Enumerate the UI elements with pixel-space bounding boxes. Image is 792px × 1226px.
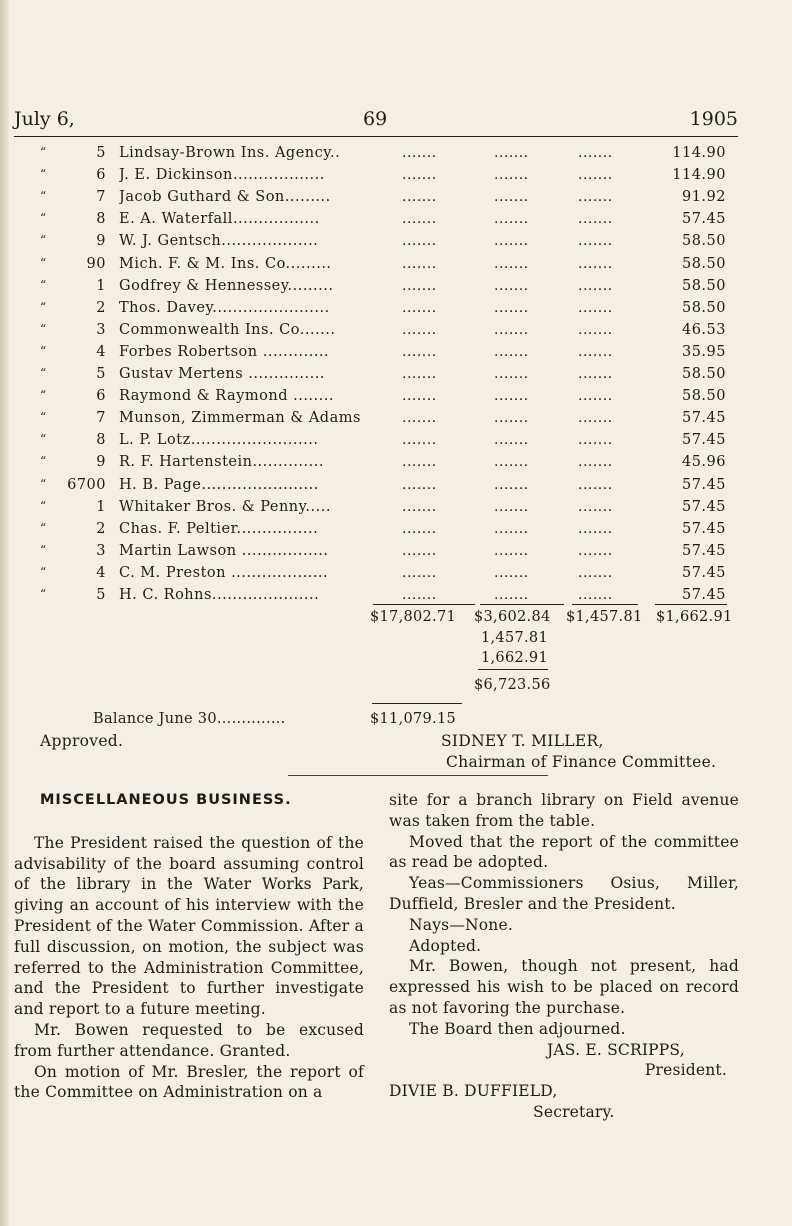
row-number: 2 <box>96 520 106 537</box>
leader-dots: ....... <box>578 366 613 382</box>
payee-name: H. B. Page....................... <box>119 476 319 493</box>
balance-rule <box>372 703 462 704</box>
header-year: 1905 <box>689 108 738 130</box>
leader-dots: ....... <box>402 167 437 184</box>
leader-dots: ....... <box>494 233 529 250</box>
payee-name: W. J. Gentsch................... <box>119 233 319 250</box>
amount: 58.50 <box>681 255 726 272</box>
leader-dots: ....... <box>578 587 613 603</box>
row-number: 8 <box>96 211 106 228</box>
row-number: 8 <box>96 432 106 449</box>
ditto-mark: “ <box>40 432 47 447</box>
header-date: July 6, <box>14 108 75 130</box>
page-number: 69 <box>363 108 388 130</box>
total-rule-1 <box>373 604 475 605</box>
amount: 58.50 <box>681 277 726 294</box>
table-row <box>0 388 740 410</box>
amount: 46.53 <box>681 321 726 338</box>
row-number: 6 <box>96 388 106 405</box>
amount: 57.45 <box>681 564 726 581</box>
payee-name: L. P. Lotz......................... <box>119 432 319 449</box>
leader-dots: ....... <box>402 277 437 294</box>
total-col3: $1,457.81 <box>566 609 643 625</box>
leader-dots: ....... <box>494 520 529 537</box>
paragraph-site: site for a branch library on Field avenue was taken from the table. <box>389 791 739 830</box>
payee-name: Chas. F. Peltier................ <box>119 520 319 537</box>
leader-dots: ....... <box>402 321 437 338</box>
leader-dots: ....... <box>578 255 613 272</box>
ditto-mark: “ <box>40 233 47 248</box>
ditto-mark: “ <box>40 189 47 204</box>
secretary-title: Secretary. <box>533 1102 615 1121</box>
row-number: 7 <box>96 189 106 206</box>
leader-dots: ....... <box>578 564 613 581</box>
leader-dots: ....... <box>402 520 437 537</box>
payee-name: H. C. Rohns..................... <box>119 587 320 603</box>
row-number: 6700 <box>67 476 106 493</box>
leader-dots: ....... <box>402 189 437 206</box>
leader-dots: ....... <box>578 145 613 161</box>
ditto-mark: “ <box>40 520 47 535</box>
amount: 58.50 <box>681 388 726 405</box>
table-row <box>0 211 740 233</box>
leader-dots: ....... <box>578 343 613 360</box>
leader-dots: ....... <box>494 388 529 405</box>
leader-dots: ....... <box>578 476 613 493</box>
amount: 57.45 <box>681 587 726 603</box>
leader-dots: ....... <box>402 388 437 405</box>
table-row <box>0 344 740 366</box>
table-row <box>0 278 740 300</box>
payee-name: E. A. Waterfall................. <box>119 211 320 228</box>
leader-dots: ....... <box>578 211 613 228</box>
table-row <box>0 322 740 344</box>
chairman-name: SIDNEY T. MILLER, <box>441 732 604 750</box>
leader-dots: ....... <box>402 343 437 360</box>
total-col2: $3,602.84 <box>474 609 551 625</box>
ditto-mark: “ <box>40 167 47 182</box>
approved-label: Approved. <box>40 732 124 750</box>
paragraph-president: The President raised the question of the advisability of the board assuming control of the library in the Water Works Park, giving an account of his interview with the President of the Water Commission. After a full discussion, on motion, the subject was referred to the Administration Committee, and the President to further investigate and report to a future meeting. <box>14 833 364 1019</box>
leader-dots: ....... <box>402 145 437 161</box>
payee-name: R. F. Hartenstein.............. <box>119 454 324 471</box>
leader-dots: ....... <box>578 432 613 449</box>
ditto-mark: “ <box>40 255 47 270</box>
total-rule-3 <box>572 604 638 605</box>
row-number: 90 <box>86 255 106 272</box>
leader-dots: ....... <box>402 299 437 316</box>
leader-dots: ....... <box>494 587 529 603</box>
leader-dots: ....... <box>578 299 613 316</box>
leader-dots: ....... <box>494 498 529 515</box>
leader-dots: ....... <box>494 145 529 161</box>
right-column <box>389 790 739 1123</box>
secretary-name: DIVIE B. DUFFIELD, <box>389 1082 558 1101</box>
leader-dots: ....... <box>402 476 437 493</box>
ditto-mark: “ <box>40 145 47 159</box>
leader-dots: ....... <box>494 277 529 294</box>
total-rule-4 <box>655 604 727 605</box>
subtotal-sum: $6,723.56 <box>474 677 551 693</box>
payee-name: Forbes Robertson ............. <box>119 343 330 360</box>
row-number: 5 <box>96 587 106 603</box>
leader-dots: ....... <box>494 564 529 581</box>
leader-dots: ....... <box>494 255 529 272</box>
row-number: 4 <box>96 343 106 360</box>
table-row <box>0 233 740 255</box>
ditto-mark: “ <box>40 476 47 491</box>
leader-dots: ....... <box>578 321 613 338</box>
amount: 57.45 <box>681 542 726 559</box>
table-row <box>0 145 740 167</box>
row-number: 9 <box>96 233 106 250</box>
payee-name: Whitaker Bros. & Penny..... <box>119 498 331 515</box>
ditto-mark: “ <box>40 587 47 601</box>
president-name: JAS. E. SCRIPPS, <box>547 1040 685 1059</box>
leader-dots: ....... <box>494 299 529 316</box>
subtotal-line2: 1,662.91 <box>481 650 548 666</box>
ditto-mark: “ <box>40 498 47 513</box>
amount: 114.90 <box>672 167 726 184</box>
leader-dots: ....... <box>578 233 613 250</box>
table-row <box>0 477 740 499</box>
leader-dots: ....... <box>578 388 613 405</box>
paragraph-nays: Nays—None. <box>409 915 513 934</box>
table-row <box>0 543 740 565</box>
leader-dots: ....... <box>578 277 613 294</box>
table-row <box>0 499 740 521</box>
left-column <box>14 790 364 1103</box>
payee-name: Godfrey & Hennessey......... <box>119 277 334 294</box>
amount: 57.45 <box>681 498 726 515</box>
sum-rule <box>478 669 548 670</box>
page-header <box>14 108 738 137</box>
table-row <box>0 454 740 476</box>
table-row <box>0 565 740 587</box>
paragraph-yeas: Yeas—Commissioners Osius, Miller, Duffield, Bresler and the President. <box>389 874 739 913</box>
leader-dots: ....... <box>402 542 437 559</box>
ditto-mark: “ <box>40 321 47 336</box>
ditto-mark: “ <box>40 542 47 557</box>
leader-dots: ....... <box>578 520 613 537</box>
payee-name: Martin Lawson ................. <box>119 542 329 559</box>
balance-value: $11,079.15 <box>370 711 457 727</box>
row-number: 5 <box>96 145 106 161</box>
row-number: 6 <box>96 167 106 184</box>
leader-dots: ....... <box>402 366 437 382</box>
leader-dots: ....... <box>402 233 437 250</box>
payee-name: Raymond & Raymond ........ <box>119 388 334 405</box>
ditto-mark: “ <box>40 564 47 579</box>
row-number: 3 <box>96 321 106 338</box>
row-number: 1 <box>96 277 106 294</box>
paragraph-bowen-excused: Mr. Bowen requested to be excused from further attendance. Granted. <box>14 1020 364 1060</box>
leader-dots: ....... <box>578 410 613 427</box>
ditto-mark: “ <box>40 343 47 358</box>
ditto-mark: “ <box>40 299 47 314</box>
amount: 57.45 <box>681 520 726 537</box>
ditto-mark: “ <box>40 454 47 469</box>
row-number: 1 <box>96 498 106 515</box>
amount: 45.96 <box>681 454 726 471</box>
leader-dots: ....... <box>402 410 437 427</box>
ditto-mark: “ <box>40 277 47 292</box>
table-row <box>0 366 740 388</box>
row-number: 5 <box>96 366 106 382</box>
amount: 91.92 <box>681 189 726 206</box>
leader-dots: ....... <box>578 542 613 559</box>
president-title: President. <box>644 1061 727 1080</box>
table-row <box>0 189 740 211</box>
subtotal-line1: 1,457.81 <box>481 630 548 646</box>
leader-dots: ....... <box>578 167 613 184</box>
table-row <box>0 432 740 454</box>
leader-dots: ....... <box>494 410 529 427</box>
leader-dots: ....... <box>578 189 613 206</box>
amount: 57.45 <box>681 410 726 427</box>
leader-dots: ....... <box>402 587 437 603</box>
table-row <box>0 300 740 322</box>
row-number: 9 <box>96 454 106 471</box>
leader-dots: ....... <box>578 498 613 515</box>
paragraph-adopted: Adopted. <box>409 936 482 955</box>
row-number: 7 <box>96 410 106 427</box>
leader-dots: ....... <box>494 321 529 338</box>
leader-dots: ....... <box>494 542 529 559</box>
chairman-title: Chairman of Finance Committee. <box>446 753 717 771</box>
table-row <box>0 521 740 543</box>
ditto-mark: “ <box>40 366 47 380</box>
total-col1: $17,802.71 <box>370 609 457 625</box>
leader-dots: ....... <box>402 211 437 228</box>
leader-dots: ....... <box>494 432 529 449</box>
payee-name: Gustav Mertens ............... <box>119 366 325 382</box>
payee-name: Lindsay-Brown Ins. Agency.. <box>119 145 341 161</box>
amount: 35.95 <box>681 343 726 360</box>
amount: 58.50 <box>681 233 726 250</box>
table-row <box>0 256 740 278</box>
leader-dots: ....... <box>402 564 437 581</box>
row-number: 3 <box>96 542 106 559</box>
payee-name: Thos. Davey....................... <box>119 299 330 316</box>
row-number: 2 <box>96 299 106 316</box>
leader-dots: ....... <box>578 454 613 471</box>
row-number: 4 <box>96 564 106 581</box>
amount: 57.45 <box>681 211 726 228</box>
total-col4: $1,662.91 <box>656 609 733 625</box>
leader-dots: ....... <box>494 343 529 360</box>
total-rule-2 <box>480 604 564 605</box>
leader-dots: ....... <box>494 476 529 493</box>
payee-name: C. M. Preston ................... <box>119 564 329 581</box>
table-row <box>0 167 740 189</box>
balance-label: Balance June 30.............. <box>93 711 286 727</box>
section-divider <box>288 775 548 776</box>
ditto-mark: “ <box>40 410 47 425</box>
payee-name: Commonwealth Ins. Co....... <box>119 321 336 338</box>
amount: 58.50 <box>681 299 726 316</box>
leader-dots: ....... <box>494 454 529 471</box>
leader-dots: ....... <box>402 498 437 515</box>
ditto-mark: “ <box>40 211 47 226</box>
paragraph-adjourned: The Board then adjourned. <box>409 1019 626 1038</box>
leader-dots: ....... <box>494 189 529 206</box>
amount: 57.45 <box>681 432 726 449</box>
amount: 57.45 <box>681 476 726 493</box>
paragraph-bowen-record: Mr. Bowen, though not present, had expressed his wish to be placed on record as not favoring the purchase. <box>389 957 739 1017</box>
leader-dots: ....... <box>494 211 529 228</box>
paragraph-moved: Moved that the report of the committee as read be adopted. <box>389 832 739 872</box>
paragraph-bresler-motion: On motion of Mr. Bresler, the report of the Committee on Administration on a <box>14 1062 364 1102</box>
table-row <box>0 587 740 609</box>
payee-name: Jacob Guthard & Son......... <box>119 189 331 206</box>
payee-name: J. E. Dickinson.................. <box>119 167 325 184</box>
leader-dots: ....... <box>402 432 437 449</box>
payee-name: Mich. F. & M. Ins. Co......... <box>119 255 332 272</box>
leader-dots: ....... <box>494 366 529 382</box>
ditto-mark: “ <box>40 388 47 403</box>
leader-dots: ....... <box>402 454 437 471</box>
section-heading: MISCELLANEOUS BUSINESS. <box>40 792 292 808</box>
table-row <box>0 410 740 432</box>
payee-name: Munson, Zimmerman & Adams <box>119 410 361 427</box>
leader-dots: ....... <box>402 255 437 272</box>
leader-dots: ....... <box>494 167 529 184</box>
amount: 58.50 <box>681 366 726 382</box>
amount: 114.90 <box>672 145 726 161</box>
